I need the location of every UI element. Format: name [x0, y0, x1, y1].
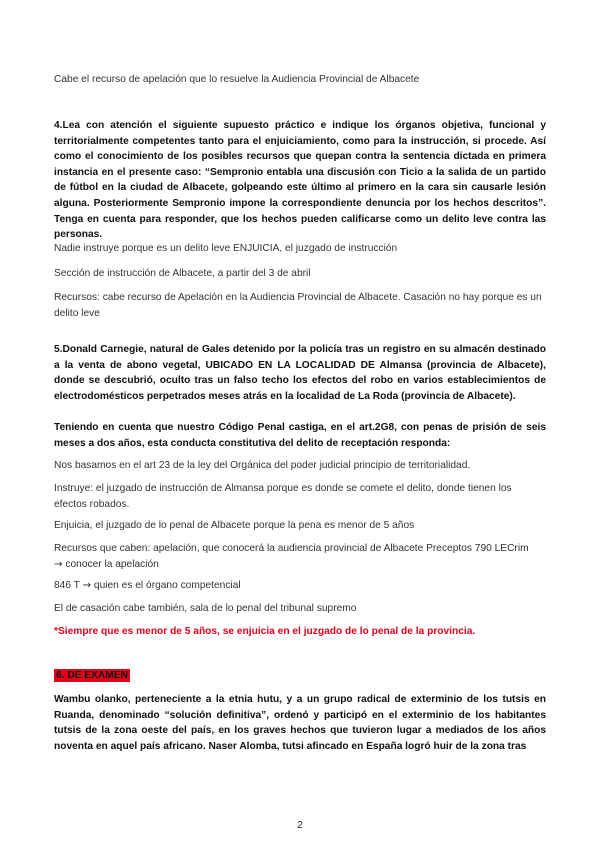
answer-5-casacion: El de casación cabe también, sala de lo penal del tribunal supremo — [54, 603, 357, 614]
answer-5-recursos-text-2: conocer la apelación — [65, 558, 159, 570]
question-6: Wambu olanko, perteneciente a la etnia hutu, y a un grupo radical de exterminio de los tutsis en Ruanda, denominado “solución definitiva”, ordenó y participó en el exterminio de los habitantes tutsis de la zona oeste del país, en los graves hechos que tuvieron lugar a mediados de los años noventa en aquel país africano. Naser Alomba, tutsi afincado en España logró huir de la zona tras — [54, 694, 546, 752]
answer-5-enjuicia: Enjuicia, el juzgado de lo penal de Albacete porque la pena es menor de 5 años — [54, 520, 415, 531]
heading-6-container — [54, 668, 546, 684]
heading-6: 6. DE EXAMEN — [56, 670, 128, 681]
answer-5-recursos-text: Recursos que caben: apelación, que conocerá la audiencia provincial de Albacete Preceptos 790 LECrim — [54, 543, 529, 554]
answer-5-organo-ref: 846 T — [54, 580, 80, 591]
question-5: 5.Donald Carnegie, natural de Gales detenido por la policía tras un registro en su almacén destinado a la venta de abono vegetal, UBICADO EN LA LOCALIDAD DE Almansa (provincia de Albacete), donde se descubrió, oculto tras un falso techo los efectos del robo en varios establecimientos de electrodomésticos perpetrados meses atrás en la localidad de La Roda (provincia de Albacete). — [54, 344, 546, 402]
note-red: *Siempre que es menor de 5 años, se enjuicia en el juzgado de lo penal de la provincia. — [54, 626, 476, 637]
answer-5-organo-text: quien es el órgano competencial — [93, 580, 241, 591]
question-5-instruction: Teniendo en cuenta que nuestro Código Penal castiga, en el art.2G8, con penas de prisión de seis meses a dos años, esta conducta constitutiva del delito de receptación responda: — [54, 422, 546, 449]
arrow-icon: → — [82, 580, 92, 591]
answer-5-organo — [54, 578, 546, 594]
answer-5-instruye: Instruye: el juzgado de instrucción de Almansa porque es donde se comete el delito, donde tienen los efectos robados. — [54, 483, 512, 510]
answer-5-recursos — [54, 541, 546, 572]
question-4: 4.Lea con atención el siguiente supuesto práctico e indique los órganos objetiva, funcional y territorialmente competentes tanto para el enjuiciamiento, como para la instrucción, si procede. Así como el conocimiento de los posibles recursos que quepan contra la sentencia dictada en primera instancia en el presente caso: “Sempronio entabla una discusión con Ticio a la salida de un partido de fútbol en la ciudad de Albacete, golpeando este último al primero en la cara sin causarle lesión alguna. Posteriormente Sempronio impone la correspondiente denuncia por los hechos descritos”. Tenga en cuenta para responder, que los hechos pueden calificarse como un delito leve contra las personas. — [54, 120, 546, 241]
answer-4-seccion: Sección de instrucción de Albacete, a partir del 3 de abril — [54, 268, 311, 279]
arrow-icon: → — [54, 558, 63, 570]
answer-5-base-legal: Nos basamos en el art 23 de la ley del Orgánica del poder judicial principio de territorialidad. — [54, 460, 471, 471]
answer-4-recursos: Recursos: cabe recurso de Apelación en la Audiencia Provincial de Albacete. Casación no hay porque es un delito leve — [54, 292, 542, 319]
paragraph-apelacion: Cabe el recurso de apelación que lo resuelve la Audiencia Provincial de Albacete — [54, 74, 420, 85]
answer-4-instruye: Nadie instruye porque es un delito leve ENJUICIA, el juzgado de instrucción — [54, 243, 398, 254]
page-number: 2 — [297, 820, 303, 831]
